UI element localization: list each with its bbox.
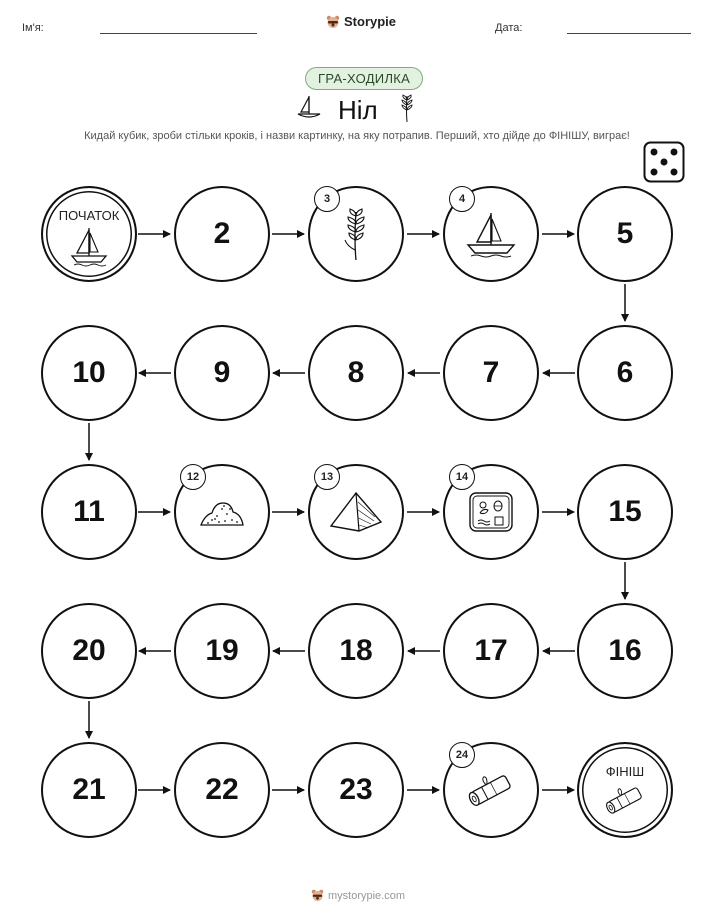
board-space-17[interactable] (443, 603, 539, 699)
game-type-tag: ГРА-ХОДИЛКА (305, 67, 423, 90)
brand-logo (326, 14, 396, 29)
space-number: 18 (339, 634, 373, 667)
sand-pile-icon (197, 495, 247, 529)
board-space-13[interactable] (308, 464, 404, 560)
space-number: 10 (72, 356, 106, 389)
pyramid-icon (327, 490, 385, 534)
board-space-21[interactable] (41, 742, 137, 838)
board-space-18[interactable] (308, 603, 404, 699)
board-space-24[interactable] (443, 742, 539, 838)
board-space-5[interactable] (577, 186, 673, 282)
space-number: 15 (608, 495, 642, 528)
board-space-10[interactable] (41, 325, 137, 421)
board-space-20[interactable] (41, 603, 137, 699)
space-number-badge: 4 (449, 186, 475, 212)
papyrus-scroll-icon (464, 770, 518, 810)
space-number-badge: 3 (314, 186, 340, 212)
board-space-16[interactable] (577, 603, 673, 699)
space-number: 5 (616, 217, 634, 250)
space-number-badge: 24 (449, 742, 475, 768)
footer (311, 889, 405, 902)
space-number: 8 (347, 356, 365, 389)
dice-icon (643, 141, 685, 183)
space-number: 21 (72, 773, 106, 806)
board-space-22[interactable] (174, 742, 270, 838)
space-number-badge: 12 (180, 464, 206, 490)
wheat-icon (396, 92, 418, 124)
bear-icon (326, 15, 340, 29)
space-number: 19 (205, 634, 239, 667)
board-space-6[interactable] (577, 325, 673, 421)
board-space-15[interactable] (577, 464, 673, 560)
space-number: 22 (205, 773, 239, 806)
page-title: Ніл (338, 95, 378, 125)
space-number-badge: 14 (449, 464, 475, 490)
sailboat-icon (295, 93, 323, 121)
name-label: Ім'я: (22, 22, 44, 34)
brand-name: Storypie (344, 14, 397, 29)
name-line[interactable] (100, 33, 257, 34)
board-space-start[interactable] (41, 186, 137, 282)
board-space-19[interactable] (174, 603, 270, 699)
footer-site[interactable]: mystorypie.com (328, 889, 406, 902)
board-space-7[interactable] (443, 325, 539, 421)
bear-icon (311, 889, 324, 902)
space-number: 11 (73, 495, 105, 528)
space-number: 20 (72, 634, 106, 667)
board-space-3[interactable] (308, 186, 404, 282)
space-number: 7 (482, 356, 500, 389)
space-number: 17 (474, 634, 508, 667)
instructions: Кидай кубик, зроби стільки кроків, і назви картинку, на яку потрапив. Перший, хто дійде до ФІНІШУ, виграє! (84, 130, 630, 142)
space-number: 16 (608, 634, 642, 667)
board-space-9[interactable] (174, 325, 270, 421)
sailboat-icon (463, 209, 519, 259)
board-space-8[interactable] (308, 325, 404, 421)
board-space-finish[interactable] (577, 742, 673, 838)
finish-label: ФІНІШ (605, 764, 645, 779)
start-label: ПОЧАТОК (58, 208, 120, 223)
board-space-12[interactable] (174, 464, 270, 560)
space-number: 23 (339, 773, 373, 806)
hieroglyph-tablet-icon (468, 491, 514, 533)
board-space-4[interactable] (443, 186, 539, 282)
space-number-badge: 13 (314, 464, 340, 490)
papyrus-scroll-icon (602, 782, 648, 818)
board-space-11[interactable] (41, 464, 137, 560)
board-space-23[interactable] (308, 742, 404, 838)
sailboat-icon (68, 225, 110, 267)
date-line[interactable] (567, 33, 691, 34)
space-number: 2 (213, 217, 231, 250)
date-label: Дата: (495, 22, 523, 34)
wheat-icon (339, 206, 373, 262)
space-number: 6 (616, 356, 634, 389)
board-space-2[interactable] (174, 186, 270, 282)
board-space-14[interactable] (443, 464, 539, 560)
space-number: 9 (213, 356, 231, 389)
